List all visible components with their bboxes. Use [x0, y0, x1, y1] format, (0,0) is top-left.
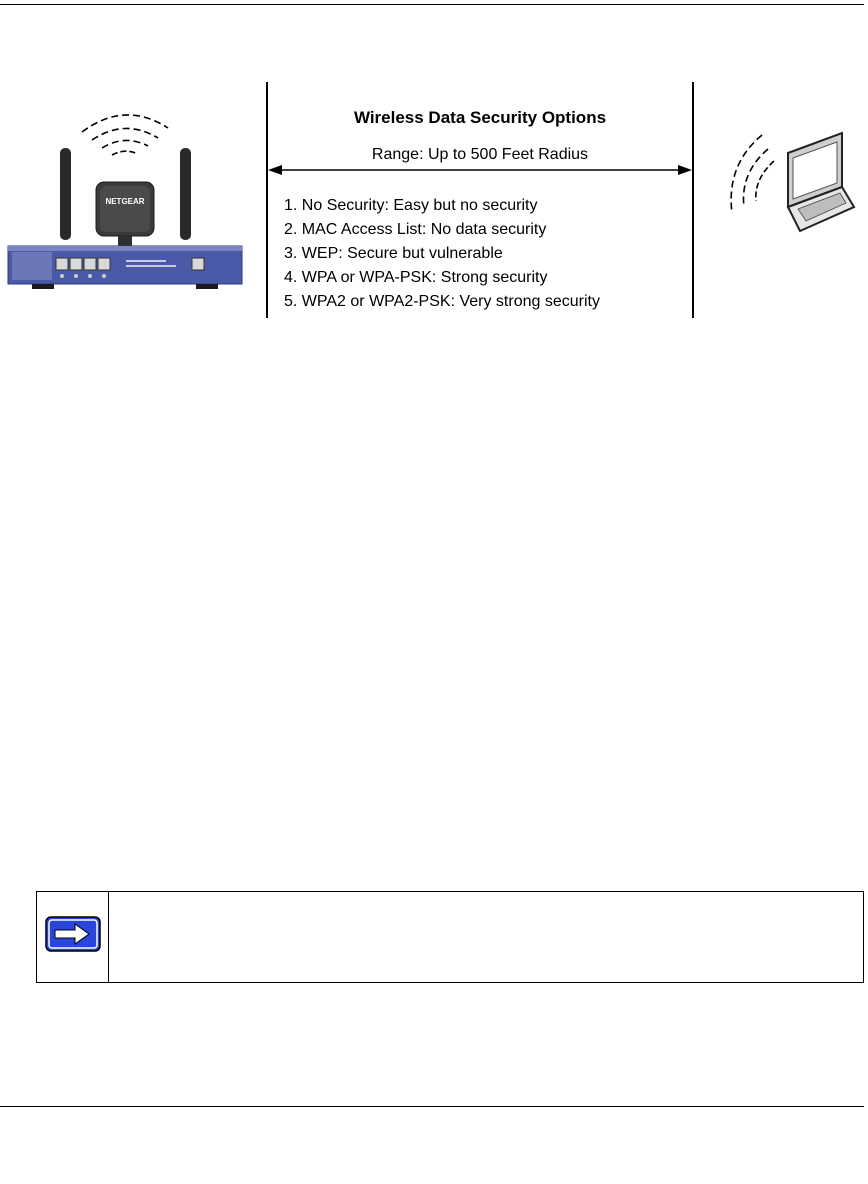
wireless-security-figure	[0, 70, 868, 330]
range-label: Range: Up to 500 Feet Radius	[371, 146, 589, 163]
list-item: 4. WPA or WPA-PSK: Strong security	[284, 269, 548, 286]
list-item: 3. WEP: Secure but vulnerable	[284, 245, 503, 262]
header-rule	[0, 4, 864, 5]
note-arrow-icon	[45, 916, 101, 952]
security-options-list	[284, 194, 600, 314]
list-item: 2. MAC Access List: No data security	[284, 221, 547, 238]
range-arrow	[266, 162, 694, 178]
footer-rule	[0, 1106, 864, 1107]
note-box	[36, 891, 864, 983]
list-item: 5. WPA2 or WPA2-PSK: Very strong security	[284, 293, 600, 310]
laptop-icon	[718, 125, 858, 285]
range-boundary-right	[692, 82, 694, 318]
router-icon	[0, 70, 250, 295]
figure-title: Wireless Data Security Options	[353, 108, 607, 127]
list-item: 1. No Security: Easy but no security	[284, 197, 538, 214]
note-icon-cell	[37, 892, 109, 982]
router-logo: NETGEAR	[105, 197, 145, 206]
